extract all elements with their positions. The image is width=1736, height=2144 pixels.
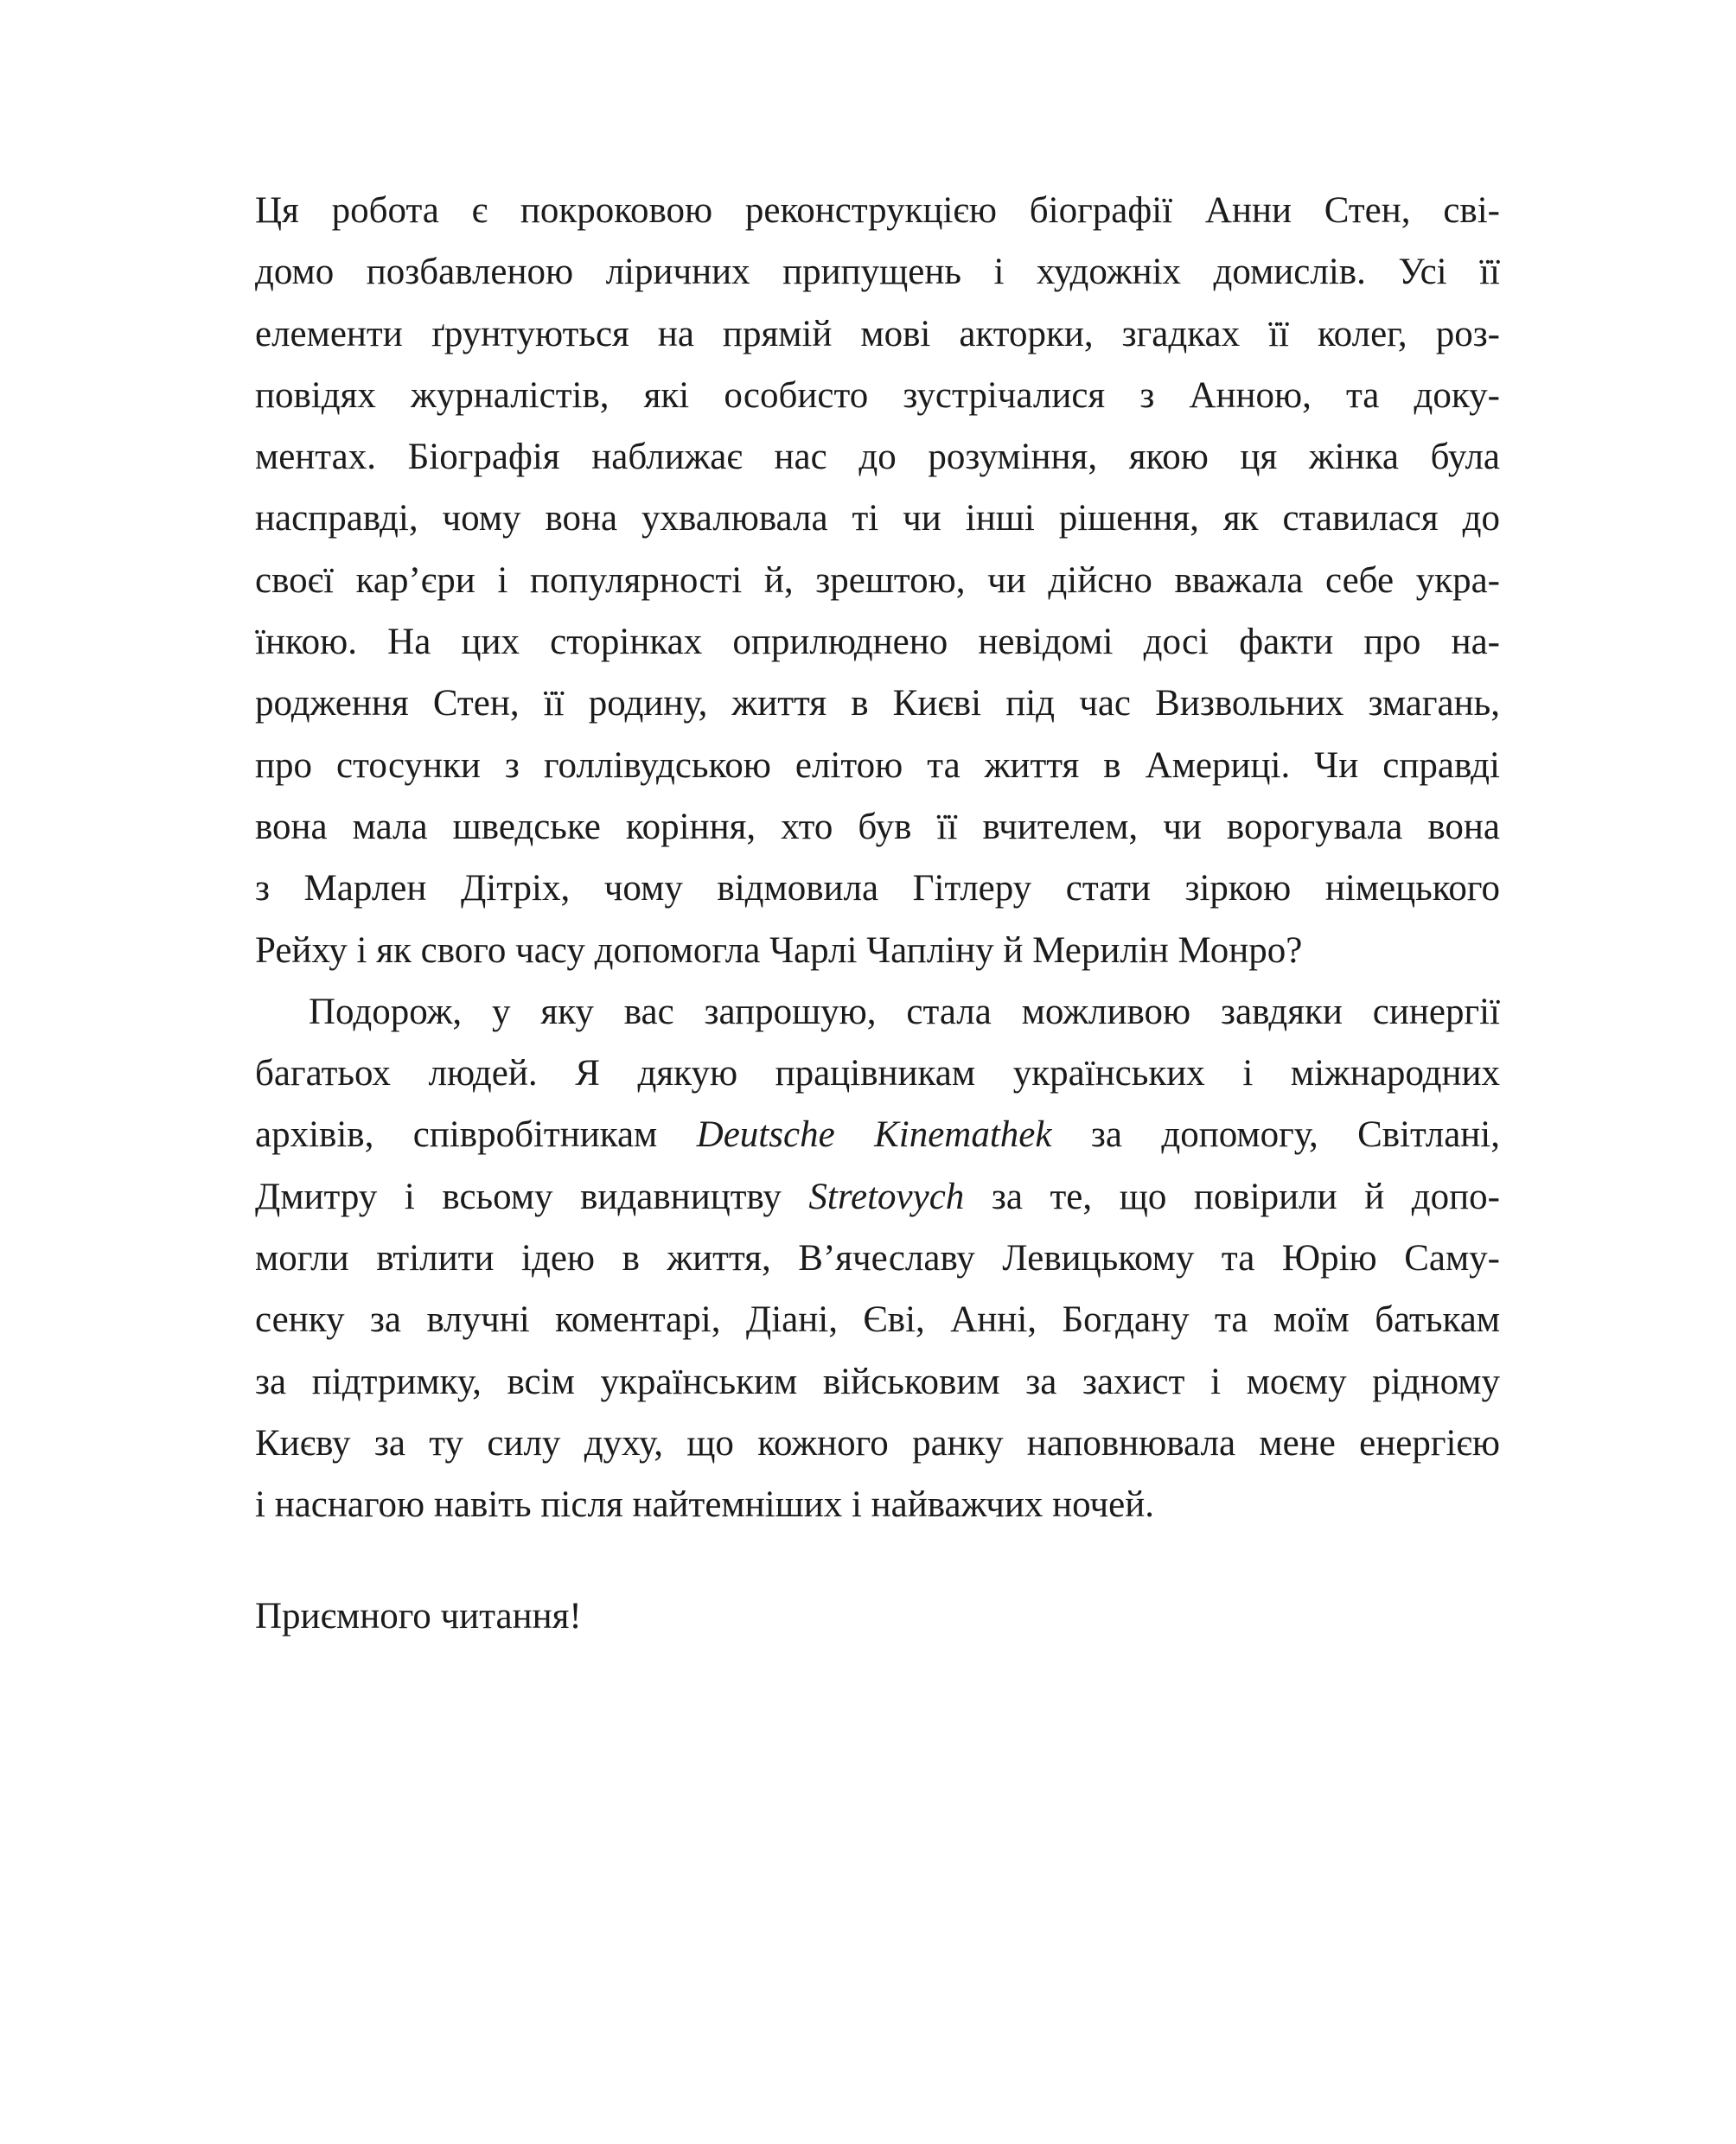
text-segment: могли втілити ідею в життя, В’ячеславу Левицькому та Юрію Саму-	[255, 1238, 1500, 1279]
text-segment: сенку за влучні коментарі, Діані, Єві, Анні, Богдану та моїм батькам	[255, 1299, 1500, 1341]
text-segment: Подорож, у яку вас запрошую, стала можливою завдяки синергії	[309, 991, 1500, 1032]
text-segment-italic: Stretovych	[808, 1176, 965, 1217]
text-line	[255, 426, 1500, 488]
text-line	[255, 550, 1500, 611]
text-segment-italic: Deutsche Kinemathek	[696, 1114, 1052, 1156]
text-segment: Києву за ту силу духу, що кожного ранку наповнювала мене енергією	[255, 1422, 1500, 1464]
text-line	[255, 1228, 1500, 1289]
text-segment: ментах. Біографія наближає нас до розуміння, якою ця жінка була	[255, 437, 1500, 478]
text-line	[255, 1413, 1500, 1474]
text-segment: елементи ґрунтуються на прямій мові акторки, згадках її колег, роз-	[255, 313, 1500, 354]
text-segment: своєї кар’єри і популярності й, зрештою, чи дійсно вважала себе укра-	[255, 559, 1500, 601]
text-line	[255, 365, 1500, 426]
text-segment: за те, що повірили й допо-	[964, 1176, 1500, 1217]
text-line	[255, 796, 1500, 858]
text-block	[255, 180, 1500, 1647]
text-segment: багатьох людей. Я дякую працівникам українських і міжнародних	[255, 1053, 1500, 1094]
text-segment: вона мала шведське коріння, хто був її вчителем, чи ворогувала вона	[255, 806, 1500, 847]
text-segment: Ця робота є покроковою реконструкцією біографії Анни Стен, сві-	[255, 190, 1500, 231]
text-line	[255, 920, 1500, 981]
text-line	[255, 303, 1500, 365]
closing-line: Приємного читання!	[255, 1595, 582, 1637]
text-line	[255, 858, 1500, 919]
text-segment: їнкою. На цих сторінках оприлюднено невідомі досі факти про на-	[255, 622, 1500, 663]
text-line	[255, 735, 1500, 796]
paragraph-acknowledgements	[255, 981, 1500, 1536]
text-line	[255, 1289, 1500, 1350]
text-line	[255, 981, 1500, 1043]
text-segment: Дмитру і всьому видавництву	[255, 1176, 809, 1217]
text-line	[255, 1104, 1500, 1165]
text-segment: і наснагою навіть після найтемніших і найважчих ночей.	[255, 1484, 1154, 1526]
text-segment: Рейху і як свого часу допомогла Чарлі Чапліну й Мерилін Монро?	[255, 929, 1303, 971]
text-segment: за підтримку, всім українським військовим за захист і моєму рідному	[255, 1361, 1500, 1402]
paragraph-intro	[255, 180, 1500, 981]
paragraphs-container	[255, 180, 1500, 1536]
text-line	[255, 1166, 1500, 1228]
text-line	[255, 1351, 1500, 1413]
text-line	[255, 180, 1500, 241]
text-line	[255, 1043, 1500, 1104]
text-line	[255, 611, 1500, 673]
text-segment: родження Стен, її родину, життя в Києві під час Визвольних змагань,	[255, 683, 1500, 724]
text-line	[255, 488, 1500, 549]
text-segment: за допомогу, Світлані,	[1051, 1114, 1501, 1156]
text-segment: про стосунки з голлівудською елітою та життя в Америці. Чи справді	[255, 744, 1500, 786]
text-line	[255, 673, 1500, 734]
text-segment: насправді, чому вона ухвалювала ті чи інші рішення, як ставилася до	[255, 498, 1500, 539]
text-segment: домо позбавленою ліричних припущень і художніх домислів. Усі її	[255, 252, 1500, 293]
text-line	[255, 241, 1500, 303]
text-segment: архівів, співробітникам	[255, 1114, 697, 1156]
text-segment: з Марлен Дітріх, чому відмовила Гітлеру стати зіркою німецького	[255, 868, 1500, 909]
text-segment: повідях журналістів, які особисто зустрічалися з Анною, та доку-	[255, 374, 1500, 416]
text-line	[255, 1474, 1500, 1535]
